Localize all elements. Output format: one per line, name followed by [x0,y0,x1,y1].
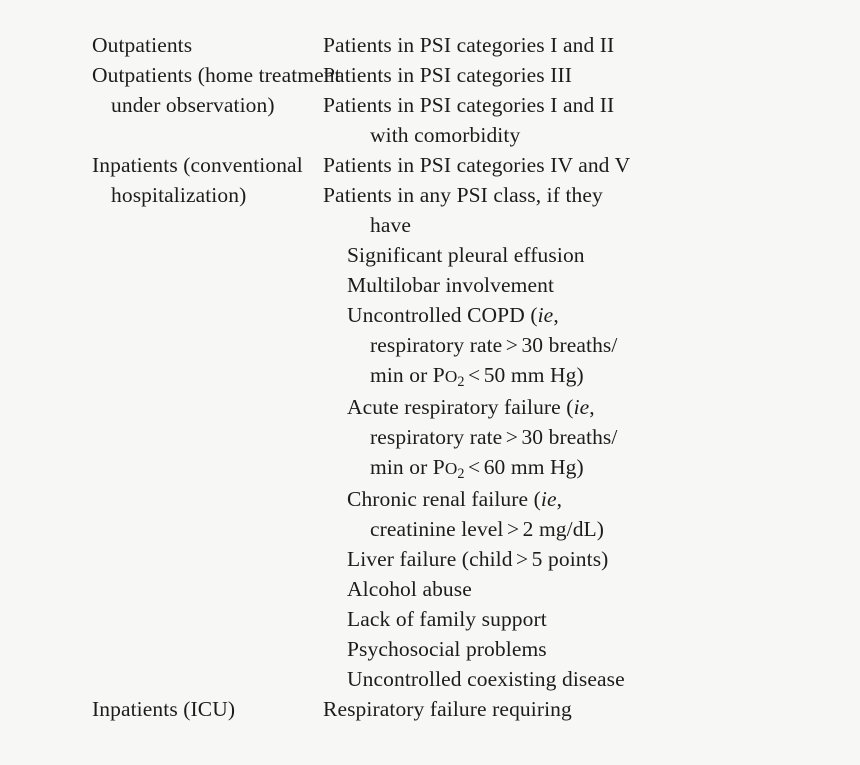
text-fragment: respiratory rate [370,333,503,357]
criteria-line-cont: with comorbidity [370,123,521,147]
site-of-care-cell [0,150,315,210]
greater-than-operator: > [505,333,518,357]
text-fragment: 2 mg/dL) [522,517,605,541]
text-fragment: Liver failure (child [347,547,513,571]
text-fragment: , [556,487,563,511]
criteria-cell [315,30,860,60]
table-row [0,60,860,150]
criteria-cell [315,150,860,694]
italic-ie: ie [537,303,554,327]
criteria-line: Patients in PSI categories I and II [323,33,615,57]
site-of-care-line: Outpatients [92,33,193,57]
text-fragment: 30 breaths/ [521,333,618,357]
smallcap-o: O [444,367,458,386]
text-fragment: Chronic renal failure ( [347,487,541,511]
text-fragment: min or P [370,455,445,479]
greater-than-operator: > [505,425,518,449]
criteria-sub-item: Multilobar involvement [347,273,555,297]
criteria-sub-item [323,300,860,330]
criteria-sub-item: Uncontrolled coexisting disease [347,667,625,691]
criteria-line-cont: have [370,213,411,237]
site-of-care-cell [0,694,315,724]
italic-ie: ie [573,395,590,419]
text-fragment: 5 points) [531,547,609,571]
text-fragment: Acute respiratory failure ( [347,395,574,419]
criteria-sub-item [323,544,860,574]
criteria-line: Patients in any PSI class, if they [323,183,603,207]
criteria-cell [315,60,860,150]
text-fragment: creatinine level [370,517,504,541]
less-than-operator: < [468,363,481,387]
table-row [0,694,860,724]
text-fragment: Uncontrolled COPD ( [347,303,538,327]
criteria-sub-item: Alcohol abuse [347,577,472,601]
site-of-care-line: Outpatients (home treatment [92,63,341,87]
less-than-operator: < [468,455,481,479]
site-of-care-cell [0,30,315,60]
criteria-sub-item [323,392,860,422]
text-fragment: min or P [370,363,445,387]
criteria-sub-item-cont [323,514,860,544]
text-fragment: , [589,395,595,419]
criteria-line: Patients in PSI categories I and II [323,93,615,117]
criteria-line: Patients in PSI categories III [323,63,573,87]
criteria-sub-item-cont [323,422,860,452]
criteria-sub-item [323,484,860,514]
criteria-cell [315,694,860,724]
table-row [0,30,860,60]
criteria-line: Patients in PSI categories IV and V [323,153,631,177]
text-fragment: 50 mm Hg) [483,363,584,387]
criteria-sub-item-cont [323,452,860,484]
criteria-sub-item: Psychosocial problems [347,637,547,661]
criteria-sub-item-cont [323,360,860,392]
criteria-sub-item: Significant pleural effusion [347,243,585,267]
subscript-2: 2 [457,465,465,482]
site-of-care-line: Inpatients (ICU) [92,697,236,721]
site-of-care-line: Inpatients (conventional [92,153,303,177]
greater-than-operator: > [506,517,520,541]
smallcap-o: O [444,459,458,478]
text-fragment: , [553,303,559,327]
subscript-2: 2 [457,373,465,390]
site-of-care-cell [0,60,341,120]
text-fragment: respiratory rate [370,425,503,449]
text-fragment: 30 breaths/ [521,425,618,449]
italic-ie: ie [540,487,557,511]
criteria-sub-item: Lack of family support [347,607,547,631]
site-of-care-line-cont: hospitalization) [111,183,247,207]
criteria-line: Respiratory failure requiring [323,697,572,721]
greater-than-operator: > [516,547,529,571]
criteria-sub-item-cont [323,330,860,360]
site-of-care-line-cont: under observation) [111,93,275,117]
text-fragment: 60 mm Hg) [483,455,584,479]
table-row [0,150,860,694]
